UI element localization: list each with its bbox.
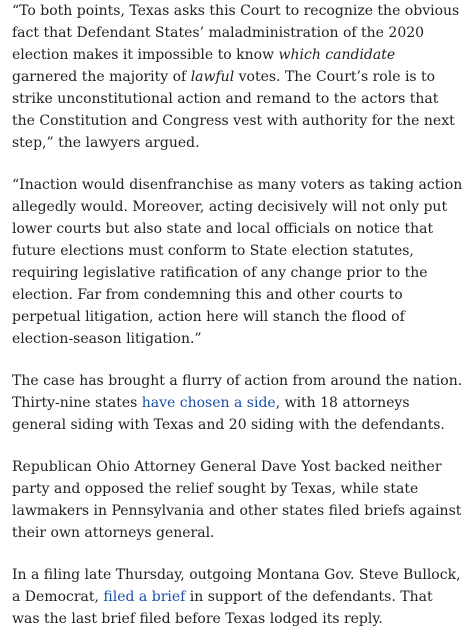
quote-paragraph-1: [12, 0, 464, 154]
paragraph-ohio-ag: Republican Ohio Attorney General Dave Yost backed neither party and opposed the relief sought by Texas, while state lawmakers in Pennsylvania and other states filed briefs against their own attorneys general.: [12, 459, 462, 541]
paragraph-3-text-a: The case has brought a flurry of action from around the nation. Thirty-nine states: [12, 373, 463, 411]
quote-paragraph-2: “Inaction would disenfranchise as many voters as taking action allegedly would. Moreover, acting decisively will not only put lower courts but also state and local officials on notice that future elections must conform to State election statutes, requiring legislative ratification of any change prior to the election. Far from condemning this and other courts to perpetual litigation, action here will stanch the flood of election-season litigation.”: [12, 177, 463, 347]
paragraph-flurry-of-action: [12, 370, 464, 436]
quote-text-1c: votes. The Court’s role is to strike unconstitutional action and remand to the actors that the Constitution and Congress vest with authority for the next step,” the lawyers argued.: [12, 69, 455, 151]
quote-text-1b: garnered the majority of: [12, 69, 191, 85]
quote-text-1a: “To both points, Texas asks this Court to recognize the obvious fact that Defendant States’ maladministration of the 2020 election makes it impossible to know: [12, 3, 460, 63]
emphasis-which-candidate: which candidate: [278, 47, 396, 63]
emphasis-lawful: lawful: [190, 69, 235, 85]
have-chosen-a-side-link[interactable]: have chosen a side: [141, 395, 276, 411]
paragraph-5-text-a: In a filing late Thursday, outgoing Montana Gov. Steve Bullock, a Democrat,: [12, 567, 461, 605]
filed-a-brief-link[interactable]: filed a brief: [103, 589, 186, 605]
paragraph-3-text-b: , with 18 attorneys general siding with Texas and 20 siding with the defendants.: [12, 395, 445, 433]
paragraph-montana-gov: [12, 564, 464, 630]
paragraph-5-text-b: in support of the defendants. That was the last brief filed before Texas lodged its reply.: [12, 589, 433, 627]
